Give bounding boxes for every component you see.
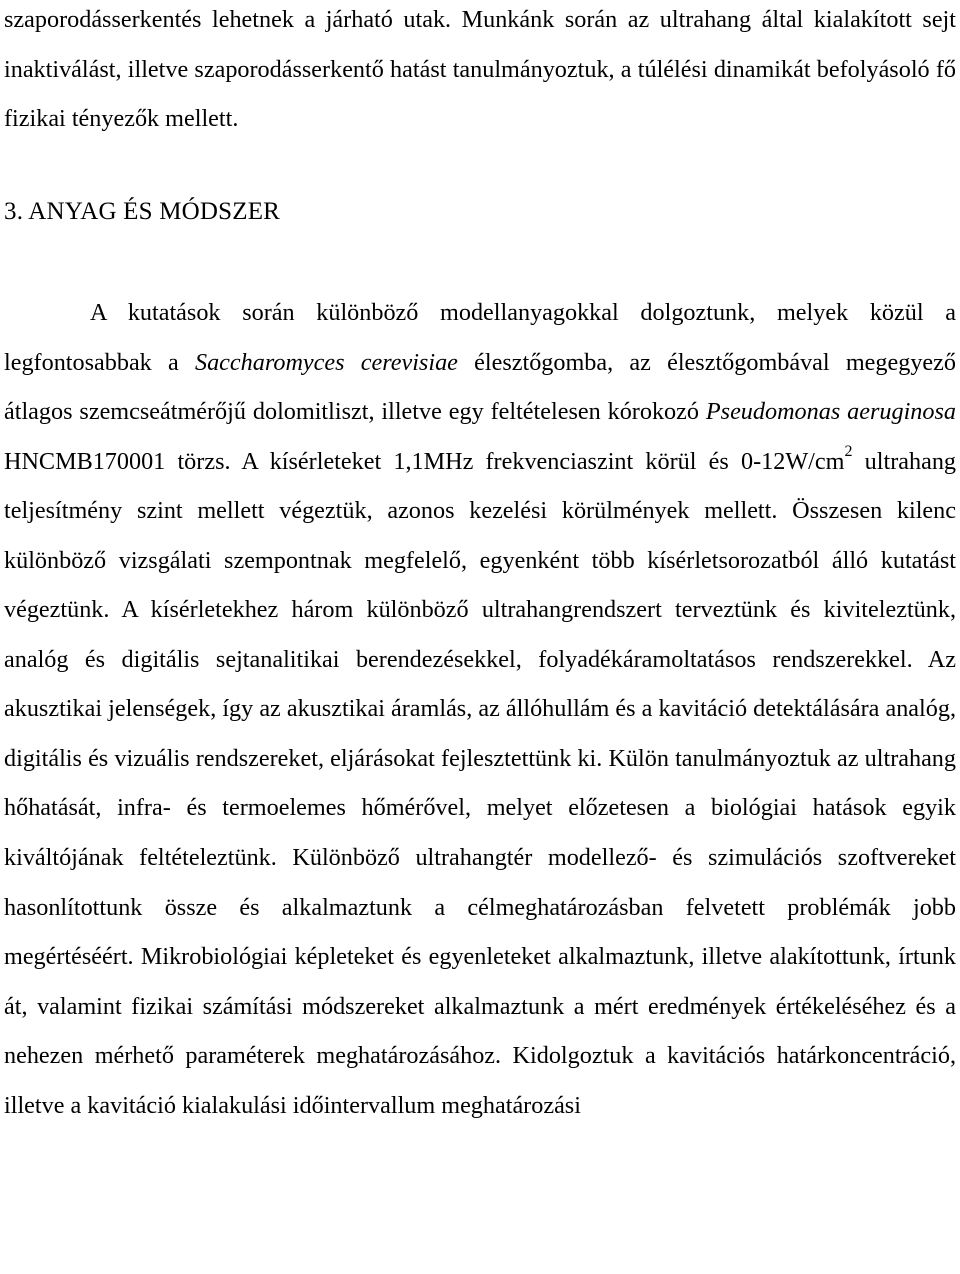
body-text-part1: A kutatások során különböző modellanyagokkal dolgoztunk, melyek közül a legfontosabbak a: [4, 299, 956, 376]
body-paragraph: [4, 288, 956, 1130]
body-text-part2: élesztőgomba, az élesztőgombával megegyező átlagos szemcseátmérőjű dolomitliszt, illetve egy feltételesen kórokozó: [4, 348, 957, 426]
body-text-part4: ultrahang teljesítmény szint mellett végeztük, azonos kezelési körülmények mellett. Összesen kilenc különböző vizsgálati szempontnak megfelelő, egyenként több kísérletsorozatból álló kutatást végeztünk. A kísérletekhez három különböző ultrahangrendszert terveztünk és kiviteleztünk, analóg és digitális sejtanalitikai berendezésekkel, folyadékáramoltatásos rendszerekkel. Az akusztikai jelenségek, így az akusztikai áramlás, az állóhullám és a kavitáció detektálására analóg, digitális és vizuális rendszereket, eljárásokat fejlesztettünk ki. Külön tanulmányoztuk az ultrahang hőhatását, infra- és termoelemes hőmérővel, melyet előzetesen a biológiai hatások egyik kiváltójának feltételeztünk. Különböző ultrahangtér modellező- és szimulációs szoftvereket hasonlítottunk össze és alkalmaztunk a célmeghatározásban felvetett problémák jobb megértéséért. Mikrobiológiai képleteket és egyenleteket alkalmaztunk, illetve alakítottunk, írtunk át, valamint fizikai számítási módszereket alkalmaztunk a mért eredmények értékeléséhez és a nehezen mérhető paraméterek meghatározásához. Kidolgoztuk a kavitációs határkoncentráció, illetve a kavitáció kialakulási időintervallum meghatározási: [4, 447, 957, 1119]
organism-name-saccharomyces: Saccharomyces cerevisiae: [194, 348, 458, 376]
section-heading: 3. ANYAG ÉS MÓDSZER: [4, 198, 281, 225]
organism-name-pseudomonas: Pseudomonas aeruginosa: [705, 398, 956, 426]
intro-paragraph: szaporodásserkentés lehetnek a járható utak. Munkánk során az ultrahang által kialakított sejt inaktiválást, illetve szaporodásserkentő hatást tanulmányoztuk, a túlélési dinamikát befolyásoló fő fizikai tényezők mellett.: [4, 6, 956, 132]
body-text-part3: HNCMB170001 törzs. A kísérleteket 1,1MHz frekvenciaszint körül és 0-12W/cm: [4, 447, 845, 475]
unit-superscript: 2: [844, 442, 853, 460]
